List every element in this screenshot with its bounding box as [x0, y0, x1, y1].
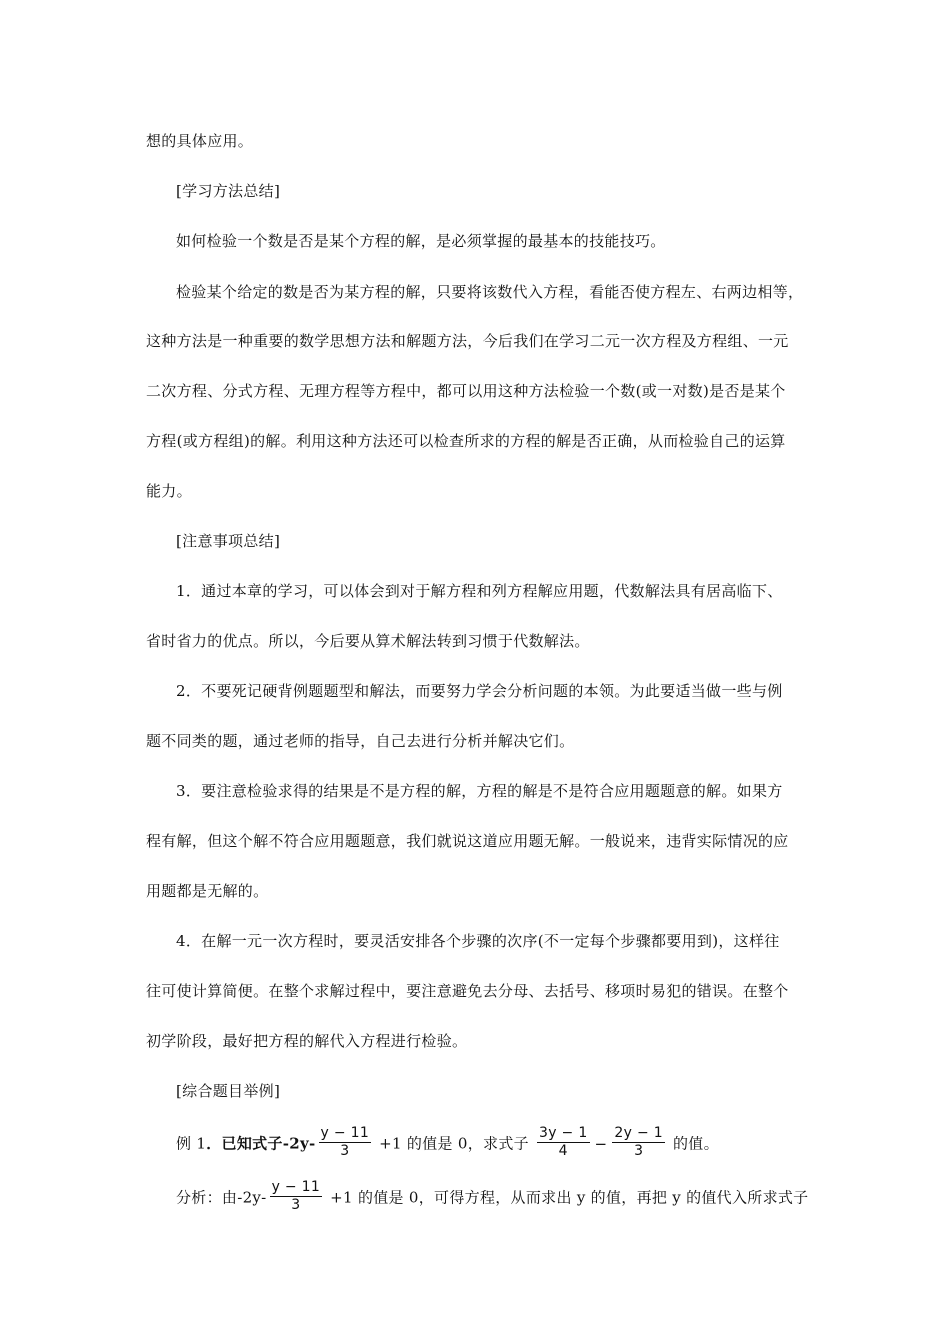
paragraph-line: 2．不要死记硬背例题题型和解法，而要努力学会分析问题的本领。为此要适当做一些与例: [176, 682, 783, 700]
fraction-3y-minus-1-over-4: $\frac{3y - 1}{4}$: [539, 1125, 588, 1159]
minus-sign: −: [594, 1134, 608, 1153]
paragraph-line: 题不同类的题，通过老师的指导，自己去进行分析并解决它们。: [146, 732, 575, 750]
paragraph-line: 想的具体应用。: [146, 132, 254, 150]
example-1-line: [176, 1127, 719, 1162]
analysis-text: 分析：由-2y-: [176, 1188, 267, 1207]
fraction-y-minus-11-over-3: $\frac{y - 11}{3}$: [320, 1125, 370, 1159]
paragraph-line: 3．要注意检验求得的结果是不是方程的解，方程的解是不是符合应用题题意的解。如果方: [176, 782, 783, 800]
fraction-2y-minus-1-over-3: $\frac{2y - 1}{3}$: [614, 1125, 663, 1159]
paragraph-line: 4．在解一元一次方程时，要灵活安排各个步骤的次序(不一定每个步骤都要用到)，这样往: [176, 932, 780, 950]
section-heading-methods: [学习方法总结]: [176, 182, 281, 200]
paragraph-line: 检验某个给定的数是否为某方程的解，只要将该数代入方程，看能否使方程左、右两边相等，: [176, 283, 804, 301]
paragraph-line: 如何检验一个数是否是某个方程的解，是必须掌握的最基本的技能技巧。: [176, 232, 666, 250]
analysis-line: [176, 1181, 808, 1216]
paragraph-line: 这种方法是一种重要的数学思想方法和解题方法，今后我们在学习二元一次方程及方程组、一元: [146, 332, 789, 350]
paragraph-line: 用题都是无解的。: [146, 882, 269, 900]
paragraph-line: 能力。: [146, 482, 192, 500]
example-text: ．已知式子-2y-: [206, 1134, 316, 1153]
analysis-text: +1 的值是 0，可得方程，从而求出 y 的值，再把 y 的值代入所求式子: [325, 1188, 809, 1207]
paragraph-line: 往可使计算简便。在整个求解过程中，要注意避免去分母、去括号、移项时易犯的错误。在整个: [146, 982, 789, 1000]
paragraph-line: 省时省力的优点。所以，今后要从算术解法转到习惯于代数解法。: [146, 632, 590, 650]
example-text: 的值。: [667, 1134, 719, 1153]
paragraph-line: 方程(或方程组)的解。利用这种方法还可以检查所求的方程的解是否正确，从而检验自己的运算: [146, 432, 786, 450]
section-heading-examples: [综合题目举例]: [176, 1082, 281, 1100]
paragraph-line: 初学阶段，最好把方程的解代入方程进行检验。: [146, 1032, 468, 1050]
fraction-y-minus-11-over-3: $\frac{y - 11}{3}$: [271, 1179, 321, 1213]
example-text: +1 的值是 0，求式子: [374, 1134, 534, 1153]
example-label: 例 1: [176, 1134, 207, 1153]
section-heading-notes: [注意事项总结]: [176, 532, 281, 550]
paragraph-line: 1．通过本章的学习，可以体会到对于解方程和列方程解应用题，代数解法具有居高临下、: [176, 582, 783, 600]
paragraph-line: 程有解，但这个解不符合应用题题意，我们就说这道应用题无解。一般说来，违背实际情况的应: [146, 832, 789, 850]
paragraph-line: 二次方程、分式方程、无理方程等方程中，都可以用这种方法检验一个数(或一对数)是否是某个: [146, 382, 786, 400]
